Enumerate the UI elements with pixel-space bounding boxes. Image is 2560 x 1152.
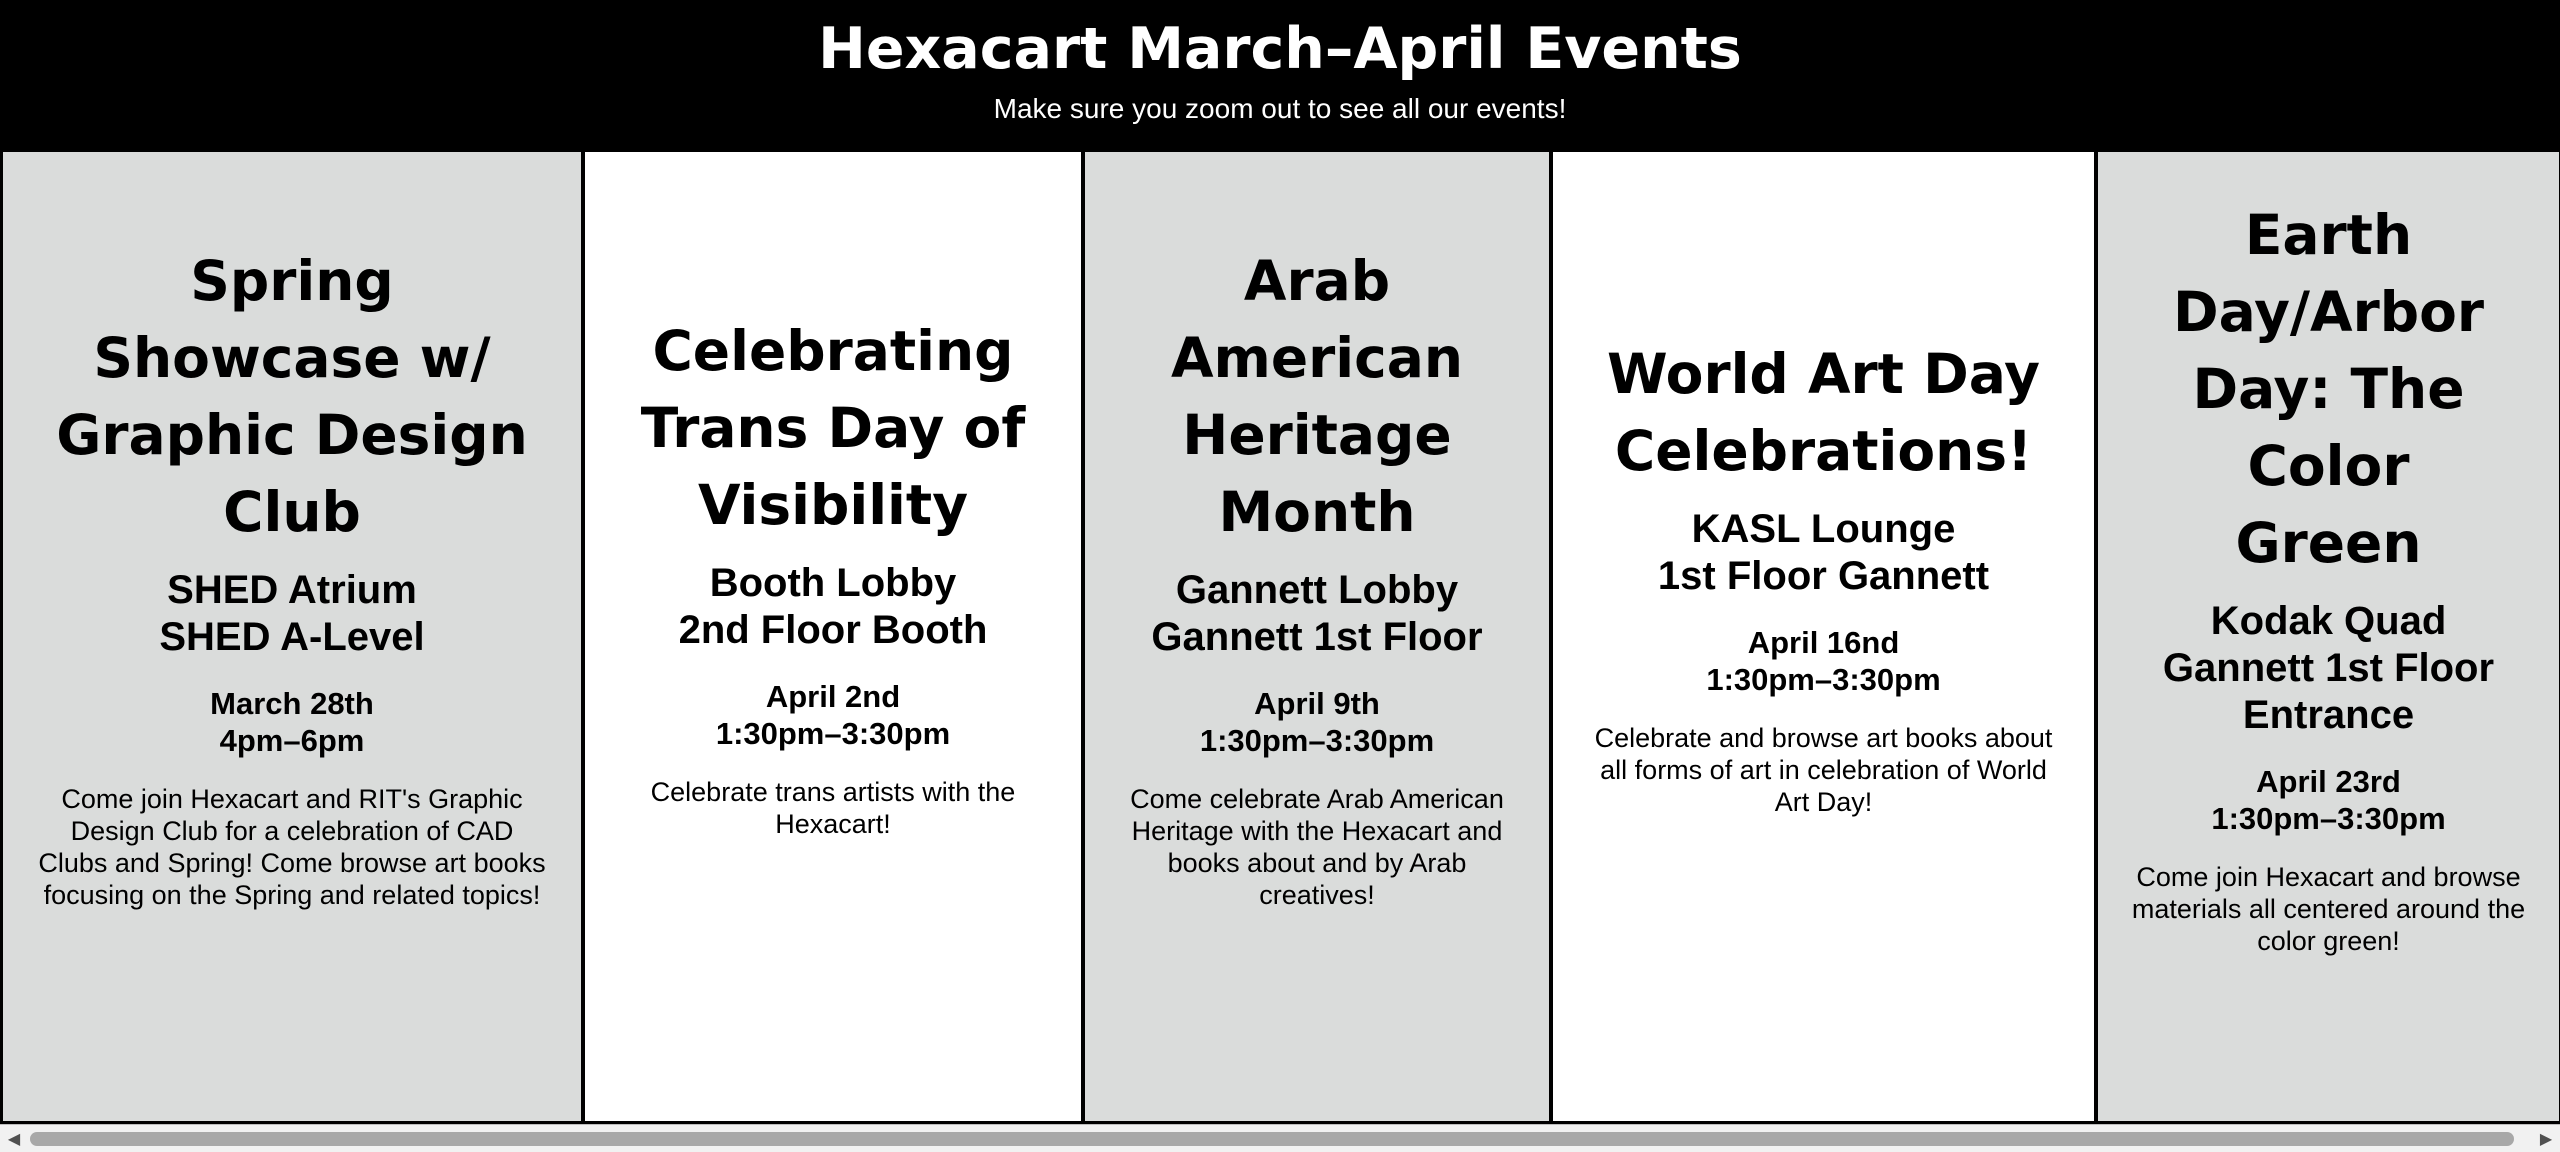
event-location xyxy=(1151,567,1482,661)
event-location-line: SHED A-Level xyxy=(159,614,425,659)
event-description: Celebrate trans artists with the Hexacart! xyxy=(650,777,1016,839)
event-location-line: Kodak Quad xyxy=(2210,598,2447,643)
event-card xyxy=(582,152,1082,1124)
page-header xyxy=(0,0,2560,152)
page-title: Hexacart March–April Events xyxy=(818,16,1742,82)
event-location-line: Booth Lobby xyxy=(709,561,957,605)
event-location-line: Gannett 1st Floor xyxy=(2162,645,2495,690)
event-location xyxy=(679,560,988,654)
event-location-line: SHED Atrium xyxy=(167,567,417,612)
event-date: April 9th xyxy=(1254,685,1380,721)
event-card xyxy=(0,152,582,1124)
horizontal-scrollbar[interactable] xyxy=(0,1124,2560,1152)
event-description: Come join Hexacart and RIT's Graphic Design Club for a celebration of CAD Clubs and Spring! Come browse art books focusing on the Spring and related topics! xyxy=(38,783,546,910)
event-location xyxy=(2163,598,2494,739)
event-card xyxy=(1550,152,2095,1124)
event-datetime xyxy=(210,685,374,759)
event-time: 1:30pm–3:30pm xyxy=(1199,722,1435,758)
event-location-line: KASL Lounge xyxy=(1691,506,1956,551)
event-location xyxy=(1658,506,1989,600)
event-date: April 16nd xyxy=(1747,624,1900,660)
arrow-left-icon[interactable]: ◀ xyxy=(7,1130,21,1148)
event-title: Spring Showcase w/ Graphic Design Club xyxy=(56,248,528,544)
event-datetime xyxy=(1706,624,1940,698)
event-description: Come celebrate Arab American Heritage with the Hexacart and books about and by Arab creatives! xyxy=(1130,783,1504,910)
event-date: April 2nd xyxy=(765,679,901,714)
event-location-line: Entrance xyxy=(2242,692,2415,737)
event-time: 1:30pm–3:30pm xyxy=(715,716,951,751)
event-time: 1:30pm–3:30pm xyxy=(2211,800,2446,836)
event-location xyxy=(159,567,424,661)
event-card xyxy=(2095,152,2560,1124)
event-title: World Art Day Celebrations! xyxy=(1606,341,2041,483)
event-datetime xyxy=(2211,763,2445,837)
event-location-line: Gannett Lobby xyxy=(1175,567,1459,612)
event-title: Arab American Heritage Month xyxy=(1170,248,1464,544)
event-card xyxy=(1082,152,1550,1124)
page-subtitle: Make sure you zoom out to see all our events! xyxy=(993,93,1567,124)
event-title: Earth Day/Arbor Day: The Color Green xyxy=(2173,202,2484,575)
event-date: March 28th xyxy=(210,685,374,721)
event-description: Celebrate and browse art books about all forms of art in celebration of World Art Day! xyxy=(1594,722,2053,817)
event-date: April 23rd xyxy=(2256,763,2401,799)
event-description: Come join Hexacart and browse materials all centered around the color green! xyxy=(2131,861,2526,956)
event-location-line: Gannett 1st Floor xyxy=(1151,614,1483,659)
event-location-line: 2nd Floor Booth xyxy=(678,608,988,652)
events-row xyxy=(0,152,2560,1124)
event-title: Celebrating Trans Day of Visibility xyxy=(640,319,1026,537)
event-location-line: 1st Floor Gannett xyxy=(1657,553,1990,598)
event-time: 4pm–6pm xyxy=(219,722,365,758)
arrow-right-icon[interactable]: ▶ xyxy=(2539,1130,2553,1148)
scrollbar-thumb[interactable] xyxy=(30,1132,2514,1146)
event-datetime xyxy=(1200,685,1434,759)
event-datetime xyxy=(716,678,950,752)
event-time: 1:30pm–3:30pm xyxy=(1706,661,1941,697)
